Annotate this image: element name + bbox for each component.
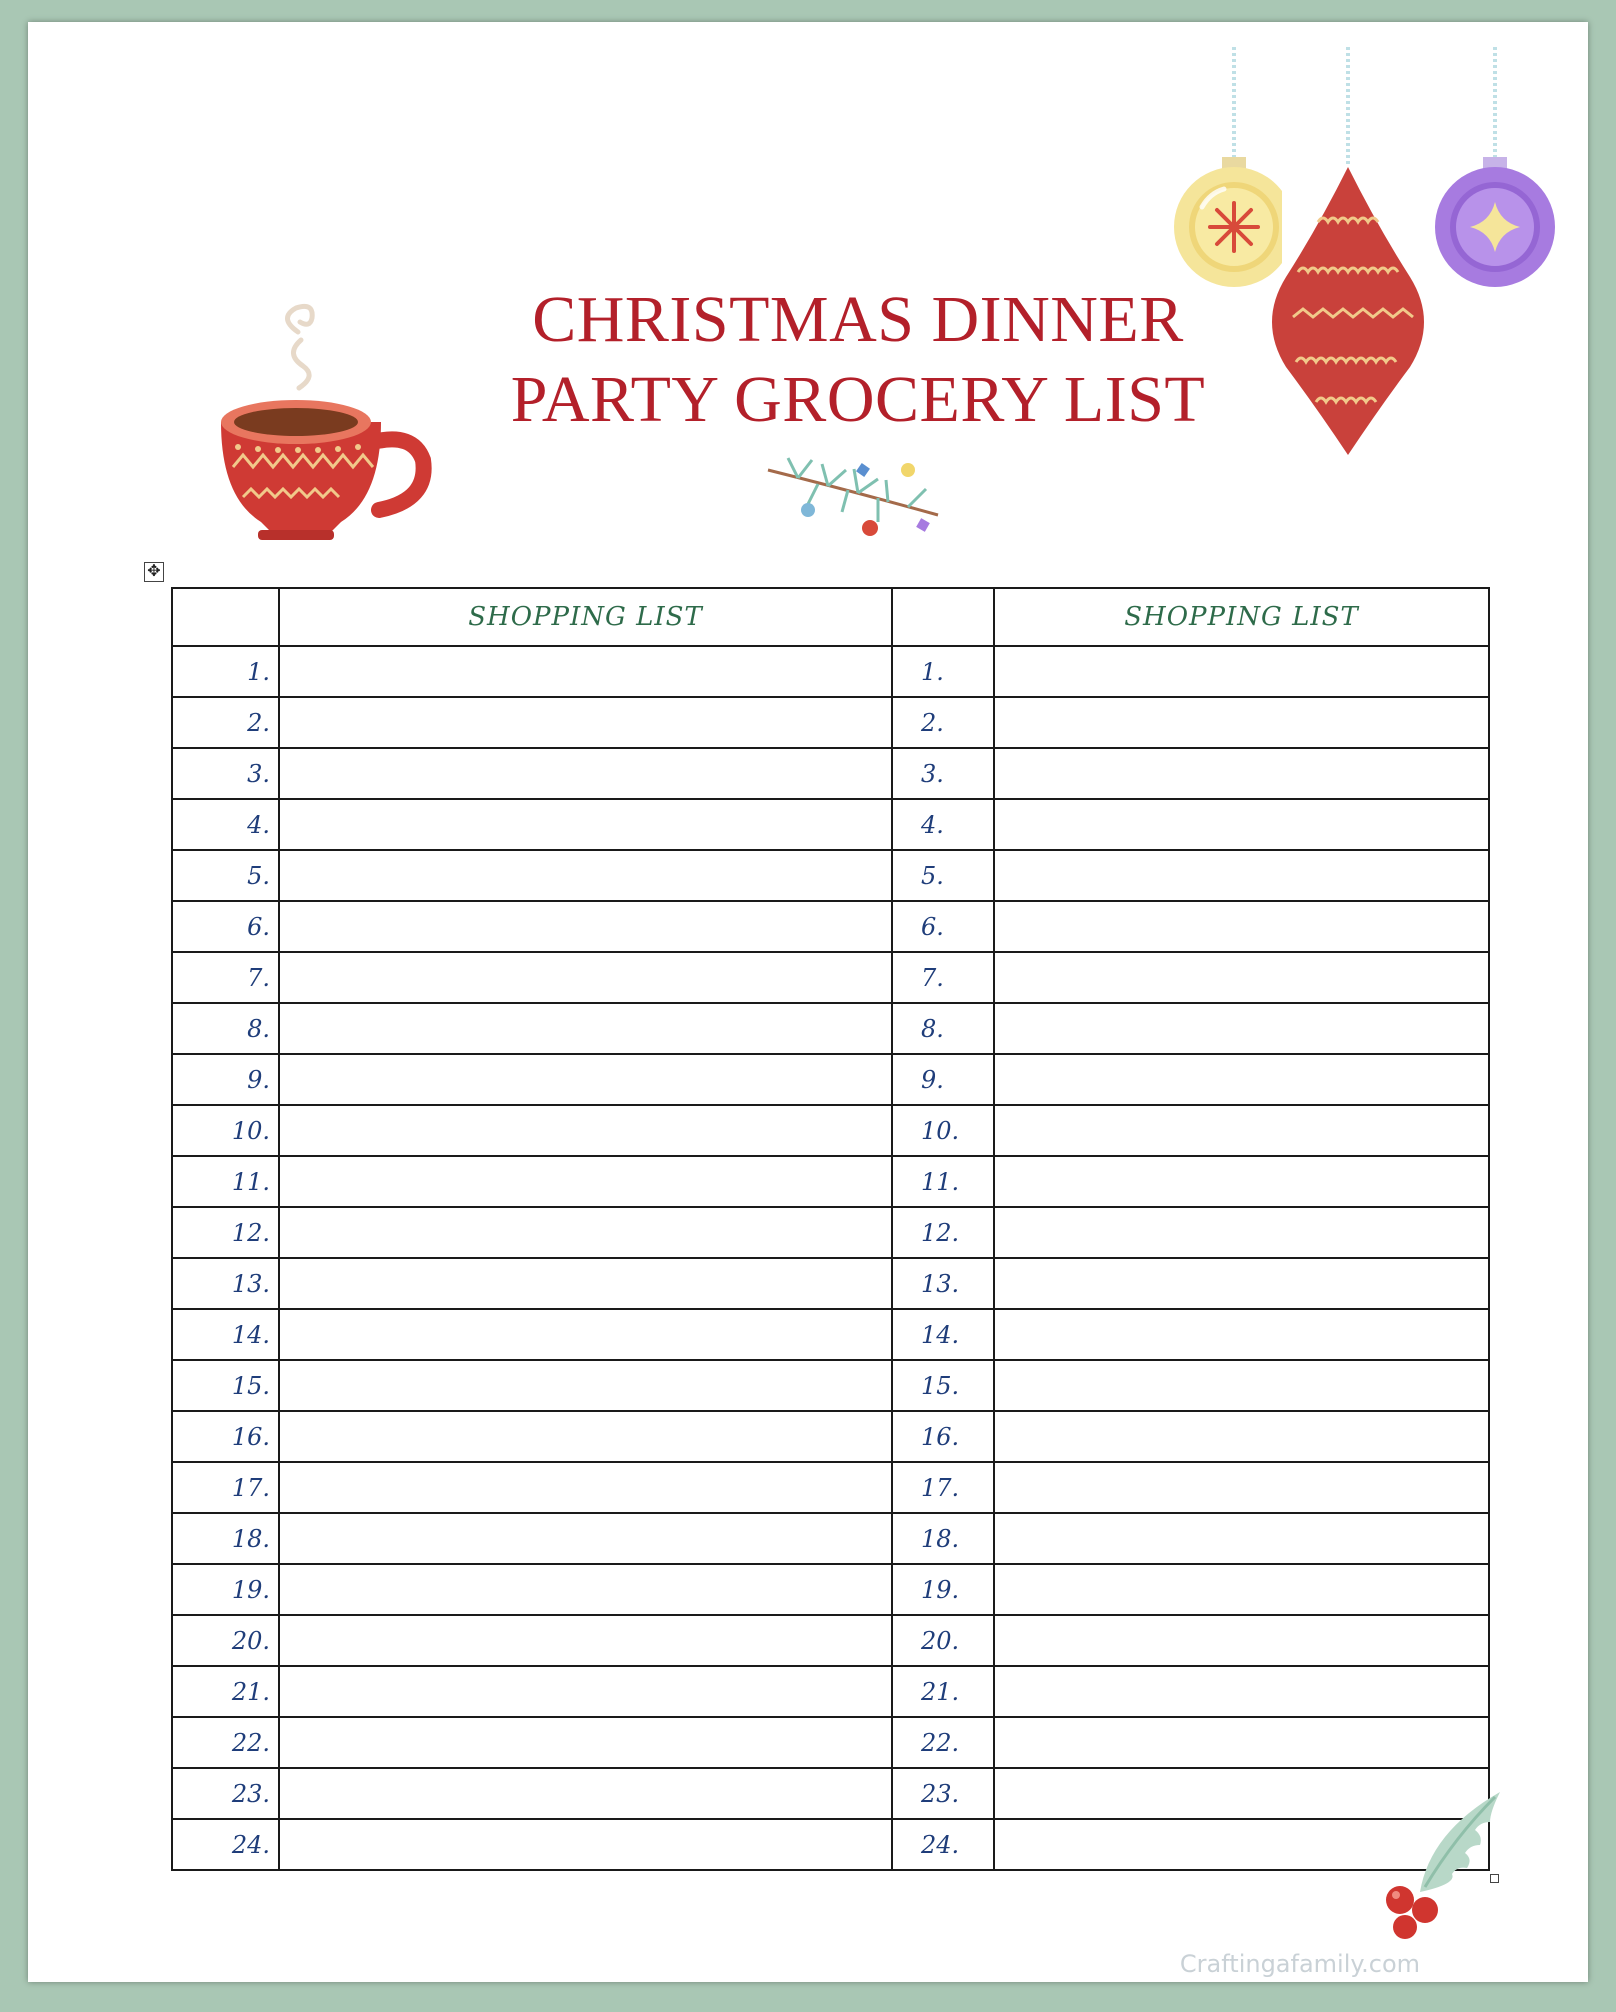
item-number-right: 8. — [892, 1003, 994, 1054]
item-number-right: 2. — [892, 697, 994, 748]
item-number-left: 6. — [172, 901, 279, 952]
table-row — [172, 1615, 1489, 1666]
ornament-yellow-icon — [1142, 47, 1282, 297]
item-entry-left[interactable] — [279, 1003, 892, 1054]
item-number-right: 22. — [892, 1717, 994, 1768]
item-entry-left[interactable] — [279, 1615, 892, 1666]
item-entry-left[interactable] — [279, 1513, 892, 1564]
table-row — [172, 748, 1489, 799]
table-row — [172, 1462, 1489, 1513]
item-entry-left[interactable] — [279, 1666, 892, 1717]
table-row — [172, 1564, 1489, 1615]
item-number-left: 14. — [172, 1309, 279, 1360]
item-number-left: 17. — [172, 1462, 279, 1513]
item-number-left: 7. — [172, 952, 279, 1003]
item-entry-right[interactable] — [994, 1513, 1489, 1564]
item-number-left: 11. — [172, 1156, 279, 1207]
item-entry-right[interactable] — [994, 799, 1489, 850]
item-number-left: 18. — [172, 1513, 279, 1564]
table-row — [172, 1207, 1489, 1258]
item-number-right: 1. — [892, 646, 994, 697]
table-move-icon[interactable]: ✥ — [144, 562, 164, 582]
item-number-right: 10. — [892, 1105, 994, 1156]
holly-icon — [1370, 1782, 1520, 1952]
table-row — [172, 1717, 1489, 1768]
item-entry-left[interactable] — [279, 1768, 892, 1819]
item-number-right: 11. — [892, 1156, 994, 1207]
item-entry-right[interactable] — [994, 1003, 1489, 1054]
item-entry-right[interactable] — [994, 1717, 1489, 1768]
shopping-list-header-left: SHOPPING LIST — [279, 588, 892, 646]
item-entry-right[interactable] — [994, 1360, 1489, 1411]
item-entry-left[interactable] — [279, 1360, 892, 1411]
table-row — [172, 901, 1489, 952]
item-entry-right[interactable] — [994, 952, 1489, 1003]
shopping-list-table — [171, 587, 1490, 1871]
table-row — [172, 1003, 1489, 1054]
table-row — [172, 1513, 1489, 1564]
item-entry-right[interactable] — [994, 1462, 1489, 1513]
item-number-right: 18. — [892, 1513, 994, 1564]
item-entry-left[interactable] — [279, 748, 892, 799]
table-row — [172, 1411, 1489, 1462]
item-entry-left[interactable] — [279, 1207, 892, 1258]
item-number-right: 16. — [892, 1411, 994, 1462]
item-number-left: 8. — [172, 1003, 279, 1054]
table-row — [172, 1258, 1489, 1309]
item-number-left: 4. — [172, 799, 279, 850]
item-entry-left[interactable] — [279, 1105, 892, 1156]
table-row — [172, 1819, 1489, 1870]
table-row — [172, 646, 1489, 697]
item-number-right: 7. — [892, 952, 994, 1003]
item-number-right: 15. — [892, 1360, 994, 1411]
table-row — [172, 1768, 1489, 1819]
item-number-right: 23. — [892, 1768, 994, 1819]
item-entry-left[interactable] — [279, 1156, 892, 1207]
item-number-right: 20. — [892, 1615, 994, 1666]
item-entry-left[interactable] — [279, 1411, 892, 1462]
item-entry-left[interactable] — [279, 1717, 892, 1768]
item-number-right: 14. — [892, 1309, 994, 1360]
coffee-mug-icon — [193, 302, 453, 557]
title-line-2: PARTY GROCERY LIST — [510, 363, 1206, 436]
item-entry-left[interactable] — [279, 799, 892, 850]
table-row — [172, 1309, 1489, 1360]
item-number-right: 6. — [892, 901, 994, 952]
watermark: Craftingafamily.com — [1179, 1950, 1421, 1978]
item-entry-left[interactable] — [279, 1054, 892, 1105]
item-entry-left[interactable] — [279, 850, 892, 901]
item-number-right: 19. — [892, 1564, 994, 1615]
item-number-left: 12. — [172, 1207, 279, 1258]
item-number-left: 20. — [172, 1615, 279, 1666]
item-number-left: 2. — [172, 697, 279, 748]
table-row — [172, 850, 1489, 901]
table-row — [172, 952, 1489, 1003]
item-entry-right[interactable] — [994, 850, 1489, 901]
item-entry-right[interactable] — [994, 1564, 1489, 1615]
item-entry-right[interactable] — [994, 1258, 1489, 1309]
item-entry-right[interactable] — [994, 1411, 1489, 1462]
item-number-left: 21. — [172, 1666, 279, 1717]
item-number-left: 22. — [172, 1717, 279, 1768]
item-entry-left[interactable] — [279, 1564, 892, 1615]
item-entry-left[interactable] — [279, 1819, 892, 1870]
header-number-cell-right — [892, 588, 994, 646]
item-number-left: 3. — [172, 748, 279, 799]
item-entry-left[interactable] — [279, 1258, 892, 1309]
item-entry-right[interactable] — [994, 646, 1489, 697]
item-number-left: 16. — [172, 1411, 279, 1462]
item-entry-left[interactable] — [279, 697, 892, 748]
document-page — [28, 22, 1588, 1982]
item-entry-right[interactable] — [994, 901, 1489, 952]
item-entry-left[interactable] — [279, 1309, 892, 1360]
table-row — [172, 697, 1489, 748]
item-number-right: 5. — [892, 850, 994, 901]
ornament-red-icon — [1268, 47, 1428, 467]
sprig-icon — [758, 440, 958, 550]
header-number-cell-left — [172, 588, 279, 646]
item-number-right: 9. — [892, 1054, 994, 1105]
item-number-left: 23. — [172, 1768, 279, 1819]
item-entry-right[interactable] — [994, 1054, 1489, 1105]
table-body — [172, 646, 1489, 1870]
item-entry-right[interactable] — [994, 1105, 1489, 1156]
item-entry-left[interactable] — [279, 1462, 892, 1513]
table-header-row — [172, 588, 1489, 646]
item-number-left: 24. — [172, 1819, 279, 1870]
table-row — [172, 1666, 1489, 1717]
item-number-left: 1. — [172, 646, 279, 697]
item-number-left: 13. — [172, 1258, 279, 1309]
item-number-right: 17. — [892, 1462, 994, 1513]
item-number-left: 15. — [172, 1360, 279, 1411]
item-entry-left[interactable] — [279, 901, 892, 952]
item-number-left: 5. — [172, 850, 279, 901]
item-entry-right[interactable] — [994, 1615, 1489, 1666]
item-number-right: 3. — [892, 748, 994, 799]
item-entry-left[interactable] — [279, 646, 892, 697]
shopping-list-header-right: SHOPPING LIST — [994, 588, 1489, 646]
item-number-left: 19. — [172, 1564, 279, 1615]
ornament-purple-icon — [1418, 47, 1558, 297]
table-row — [172, 1156, 1489, 1207]
item-entry-right[interactable] — [994, 1309, 1489, 1360]
item-number-right: 13. — [892, 1258, 994, 1309]
item-entry-right[interactable] — [994, 748, 1489, 799]
item-number-left: 10. — [172, 1105, 279, 1156]
title-line-1: CHRISTMAS DINNER — [532, 283, 1184, 356]
item-entry-right[interactable] — [994, 697, 1489, 748]
item-entry-right[interactable] — [994, 1207, 1489, 1258]
item-number-right: 4. — [892, 799, 994, 850]
item-entry-left[interactable] — [279, 952, 892, 1003]
table-row — [172, 799, 1489, 850]
table-row — [172, 1054, 1489, 1105]
item-number-right: 12. — [892, 1207, 994, 1258]
item-number-right: 21. — [892, 1666, 994, 1717]
item-number-left: 9. — [172, 1054, 279, 1105]
item-number-right: 24. — [892, 1819, 994, 1870]
table-row — [172, 1105, 1489, 1156]
item-entry-right[interactable] — [994, 1666, 1489, 1717]
table-row — [172, 1360, 1489, 1411]
page-title — [428, 280, 1288, 440]
item-entry-right[interactable] — [994, 1156, 1489, 1207]
